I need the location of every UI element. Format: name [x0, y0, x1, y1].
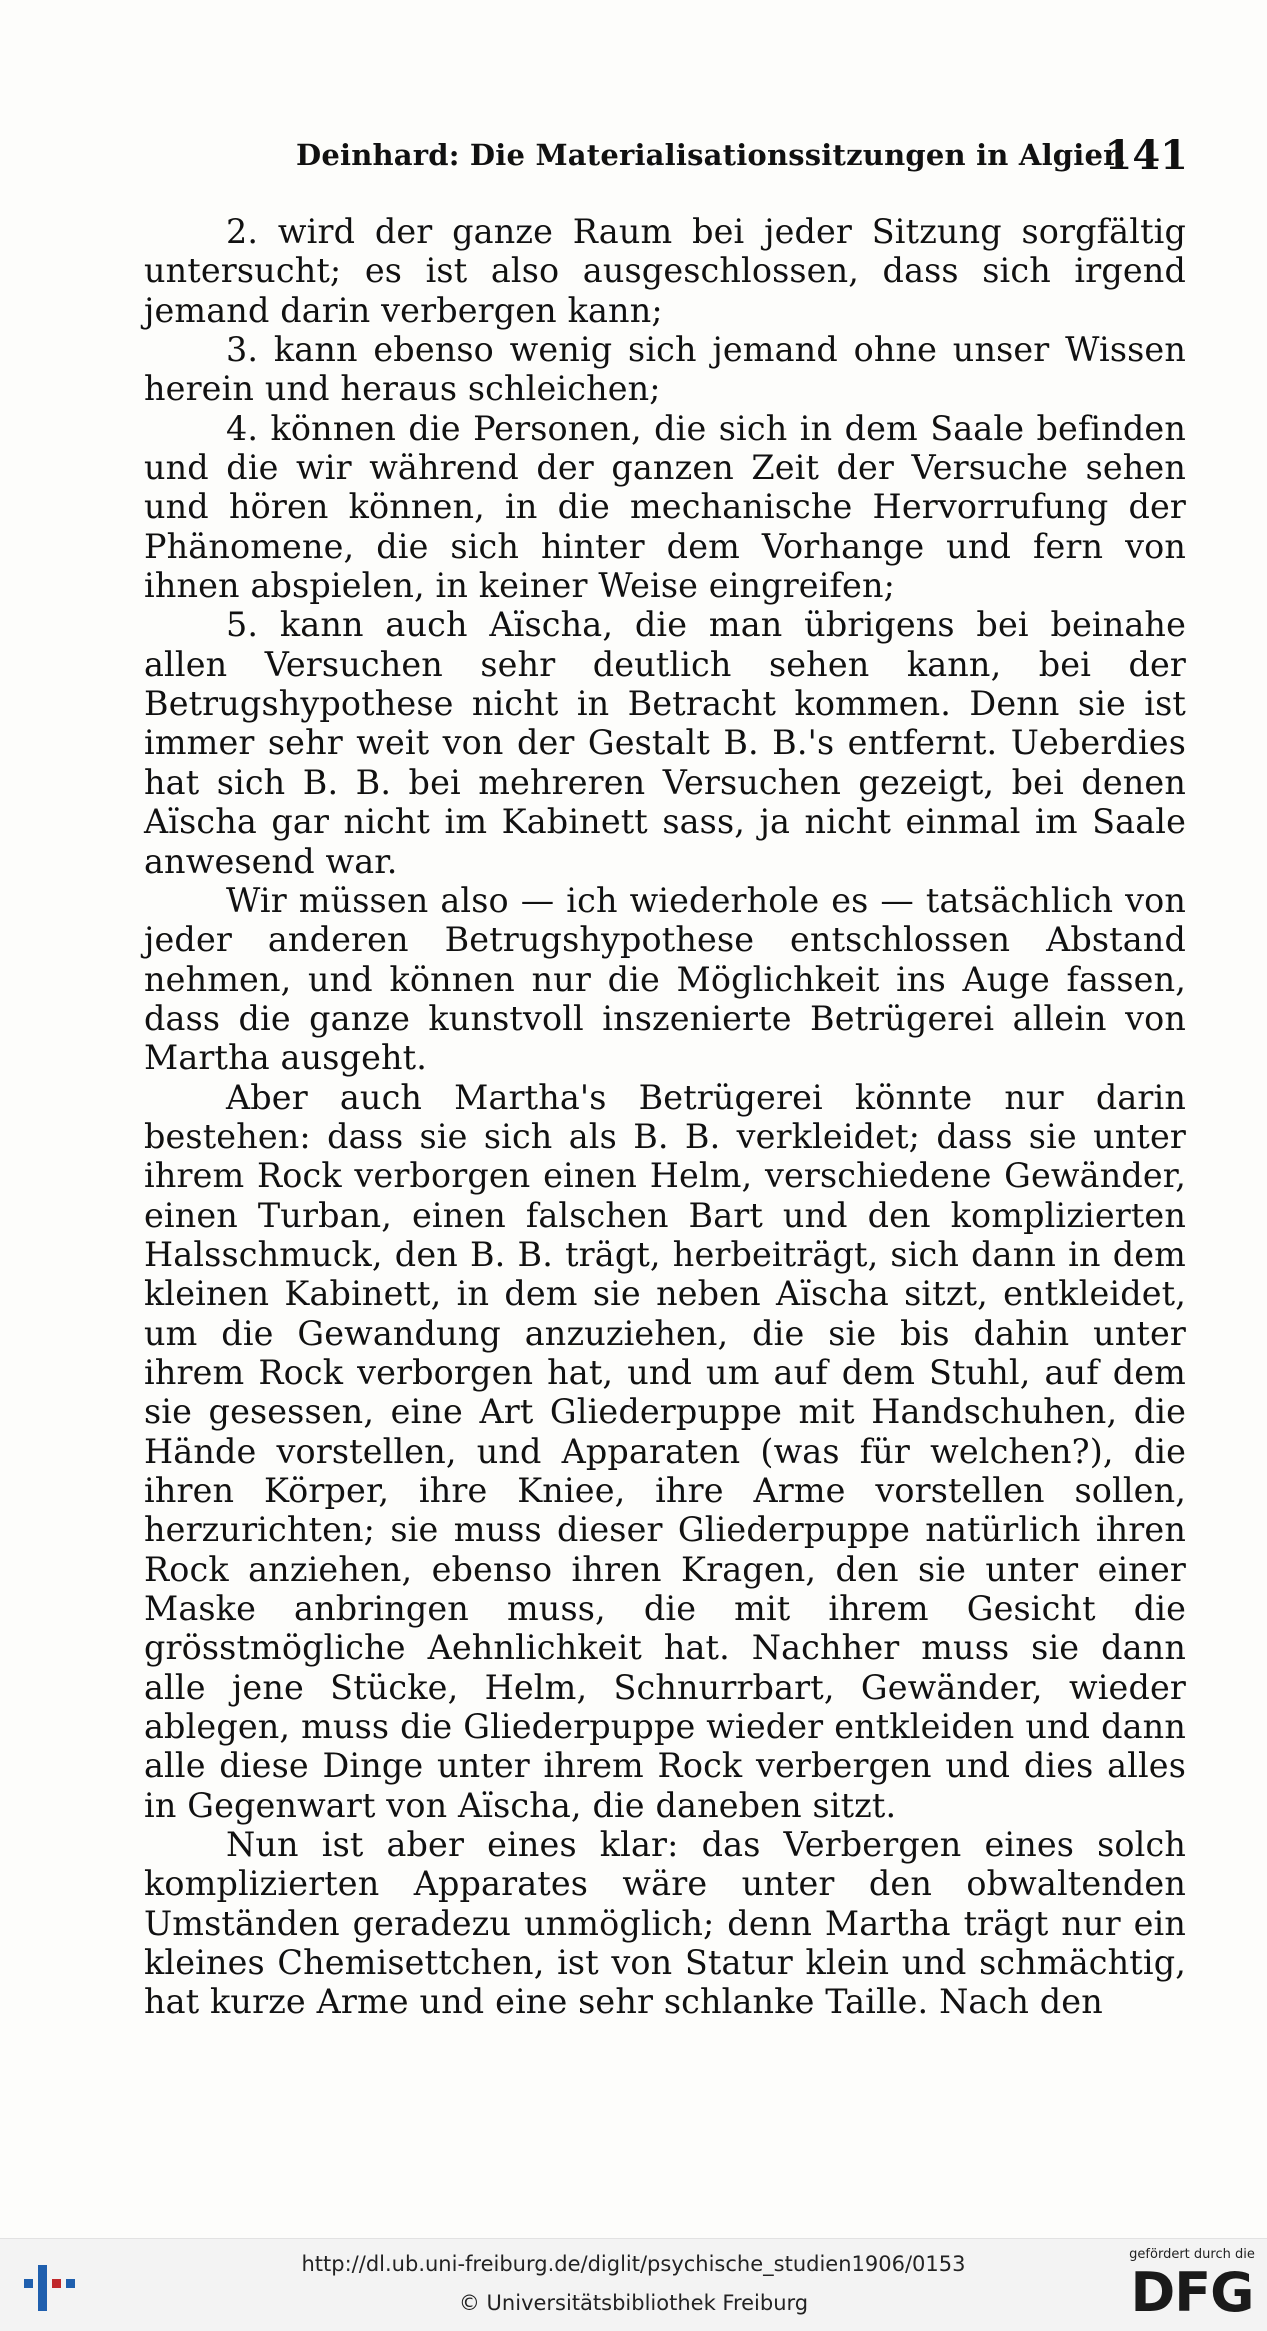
viewer-footer — [0, 2238, 1267, 2331]
permalink-url[interactable]: http://dl.ub.uni-freiburg.de/diglit/psychische_studien1906/0153 — [301, 2252, 966, 2276]
running-head: Deinhard: Die Materialisationssitzungen in Algier. — [296, 138, 1127, 172]
copyright-notice: © Universitätsbibliothek Freiburg — [458, 2291, 809, 2315]
paragraph: 3. kann ebenso wenig sich jemand ohne unser Wissen herein und heraus schleichen; — [144, 330, 1186, 409]
paragraph: 5. kann auch Aïscha, die man übrigens bei beinahe allen Versuchen sehr deutlich sehen kann, bei der Betrugshypothese nicht in Betracht kommen. Denn sie ist immer sehr weit von der Gestalt B. B.'s entfernt. Ueberdies hat sich B. B. bei mehreren Versuchen gezeigt, bei denen Aïscha gar nicht im Kabinett sass, ja nicht einmal im Saale anwesend war. — [144, 605, 1186, 881]
paragraph: Nun ist aber eines klar: das Verbergen eines solch komplizierten Apparates wäre unter den obwaltenden Umständen geradezu unmöglich; denn Martha trägt nur ein kleines Chemisettchen, ist von Statur klein und schmächtig, hat kurze Arme und eine sehr schlanke Taille. Nach den — [144, 1825, 1186, 2022]
body-text — [144, 212, 1186, 2022]
page-header — [296, 132, 1188, 186]
paragraph: Aber auch Martha's Betrügerei könnte nur darin bestehen: dass sie sich als B. B. verkleidet; dass sie unter ihrem Rock verborgen einen Helm, verschiedene Gewänder, einen Turban, einen falschen Bart und den komplizierten Halsschmuck, den B. B. trägt, herbeiträgt, sich dann in dem kleinen Kabinett, in dem sie neben Aïscha sitzt, entkleidet, um die Gewandung anzuziehen, die sie bis dahin unter ihrem Rock verborgen hat, und um auf dem Stuhl, auf dem sie gesessen, eine Art Gliederpuppe mit Handschuhen, die Hände vorstellen, und Apparaten (was für welchen?), die ihren Körper, ihre Kniee, ihre Arme vorstellen sollen, herzurichten; sie muss dieser Gliederpuppe natürlich ihren Rock anziehen, ebenso ihren Kragen, den sie unter einer Maske anbringen muss, die mit ihrem Gesicht die grösstmögliche Aehnlichkeit hat. Nachher muss sie dann alle jene Stücke, Helm, Schnurrbart, Gewänder, wieder ablegen, muss die Gliederpuppe wieder entkleiden und dann alle diese Dinge unter ihrem Rock verbergen und dies alles in Gegenwart von Aïscha, die daneben sitzt. — [144, 1077, 1186, 1825]
paragraph: 4. können die Personen, die sich in dem Saale befinden und die wir während der ganzen Zeit der Versuche sehen und hören können, in die mechanische Hervorrufung der Phänomene, die sich hinter dem Vorhange und fern von ihnen abspielen, in keiner Weise eingreifen; — [144, 408, 1186, 606]
paragraph: 2. wird der ganze Raum bei jeder Sitzung sorgfältig untersucht; es ist also ausgeschlossen, dass sich irgend jemand darin verbergen kann; — [144, 212, 1186, 330]
funding-note: gefördert durch die — [1129, 2247, 1255, 2262]
page-number: 141 — [1104, 132, 1188, 179]
dfg-logo-icon[interactable]: DFG — [1130, 2261, 1254, 2324]
paragraph: Wir müssen also — ich wiederhole es — tatsächlich von jeder anderen Betrugshypothese entschlossen Abstand nehmen, und können nur die Möglichkeit ins Auge fassen, dass die ganze kunstvoll inszenierte Betrügerei allein von Martha ausgeht. — [144, 880, 1186, 1078]
